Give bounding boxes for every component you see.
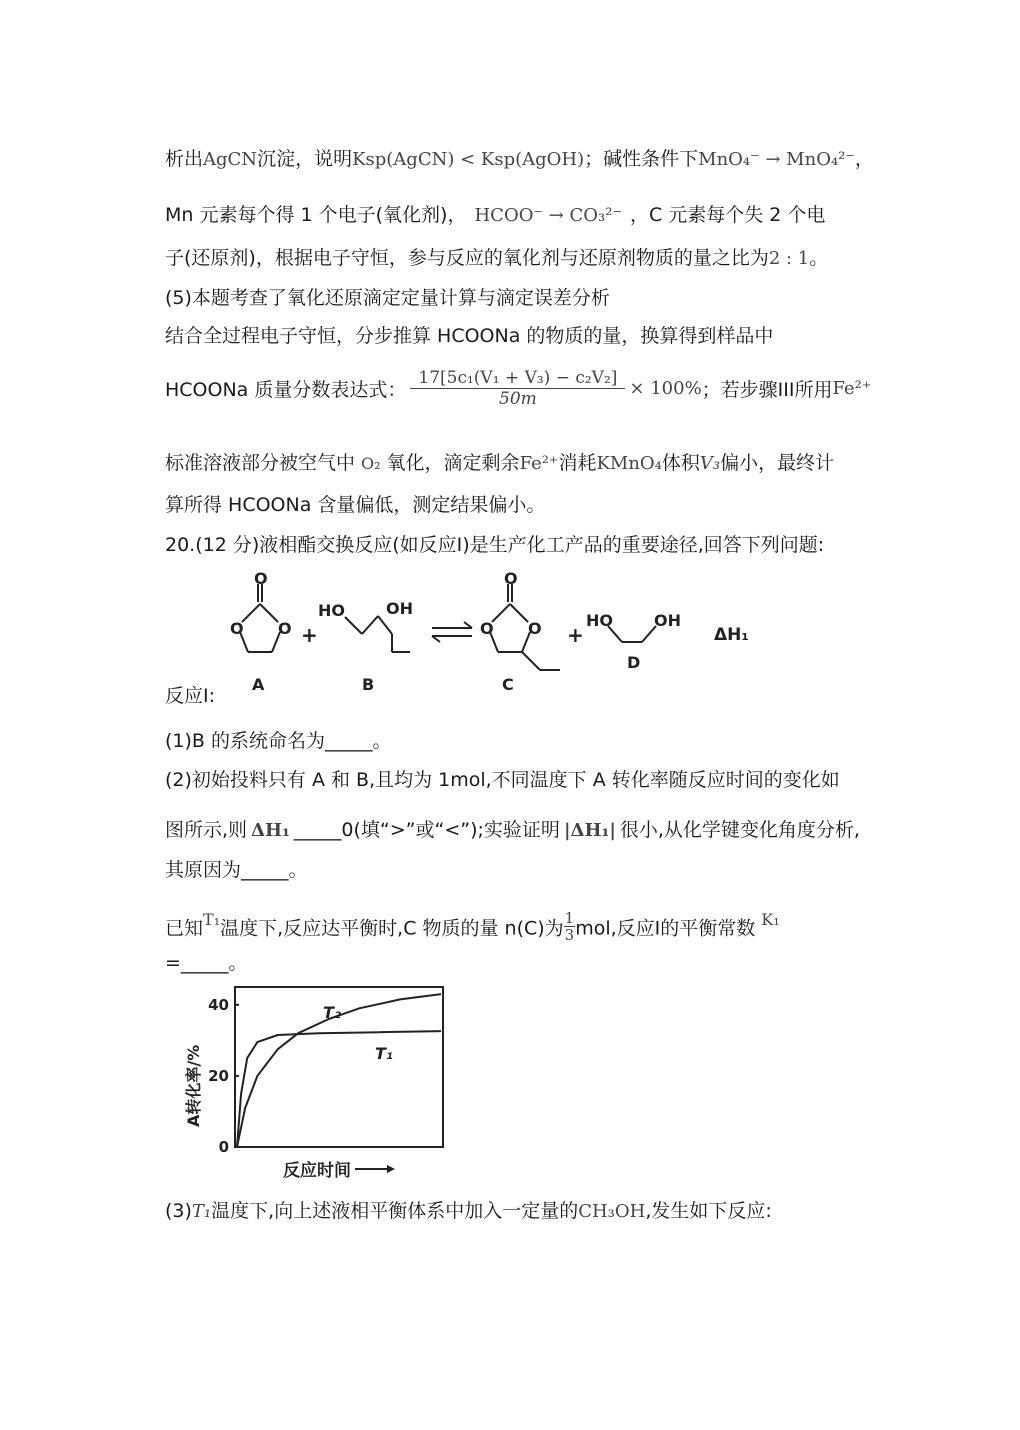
text: 沉淀，说明 xyxy=(257,148,353,170)
text: 消耗 xyxy=(558,452,597,474)
text: 标准溶液部分被空气中 xyxy=(165,452,356,474)
x-axis-arrowhead xyxy=(387,1165,395,1173)
text: ，C 元素每个失 2 个电 xyxy=(629,204,826,226)
atom-label: O xyxy=(230,619,244,638)
text: 析出 xyxy=(165,148,204,170)
mass-fraction-formula xyxy=(410,368,625,409)
text: 温度下,向上述液相平衡体系中加入一定量的 xyxy=(211,1200,579,1222)
text-line-4: (5)本题考查了氧化还原滴定定量计算与滴定误差分析 xyxy=(165,287,610,309)
text-line-1 xyxy=(165,146,874,173)
atom-label: O xyxy=(528,619,542,638)
text: 温度下,反应达平衡时,C 物质的量 n(C)为 xyxy=(220,917,564,940)
formula-delta-h1: ΔH₁ xyxy=(251,820,290,841)
text: 偏小，最终计 xyxy=(720,452,835,474)
text: ， xyxy=(854,148,874,170)
atom-label: O xyxy=(504,572,518,588)
reaction-scheme xyxy=(210,572,770,700)
text: 已知 xyxy=(165,917,204,940)
formula-ratio: 2 : 1 xyxy=(768,248,810,269)
text: ；若步骤III所用 xyxy=(701,379,833,401)
fraction-numerator: 1 xyxy=(564,909,575,928)
y-tick-label: 40 xyxy=(208,995,229,1014)
fraction-one-third xyxy=(564,910,576,943)
text: 体积 xyxy=(661,452,700,474)
atom-label: HO xyxy=(586,611,613,630)
atom-label: OH xyxy=(654,611,681,630)
formula-fe2: Fe²⁺ xyxy=(519,453,559,474)
atom-label: O xyxy=(254,572,268,588)
x-axis-label: 反应时间 xyxy=(283,1161,351,1181)
text-line-8: 算所得 HCOONa 含量偏低，测定结果偏小。 xyxy=(165,494,546,516)
text-line-6 xyxy=(165,368,871,409)
conversion-chart xyxy=(175,985,460,1185)
formula-mno4: MnO₄⁻ → MnO₄²⁻ xyxy=(698,149,855,170)
delta-h1-label: ΔH₁ xyxy=(714,625,749,645)
text: 图所示,则 xyxy=(165,819,248,841)
question-2-line-2 xyxy=(165,817,860,844)
formula-abs-delta-h1: |ΔH₁| xyxy=(563,820,616,841)
question-2-line-3: 其原因为_____。 xyxy=(165,859,308,881)
atom-label: O xyxy=(480,619,494,638)
fraction-denominator: 50m xyxy=(499,389,537,409)
text: Mn 元素每个得 1 个电子(氧化剂)， xyxy=(165,204,467,226)
text: ,发生如下反应: xyxy=(645,1200,772,1222)
text: 很小,从化学键变化角度分析, xyxy=(619,819,860,841)
atom-label: O xyxy=(278,619,292,638)
formula-percent: × 100% xyxy=(629,378,702,399)
text: 。 xyxy=(809,247,829,269)
formula-t1: T₁ xyxy=(191,1201,212,1222)
text-line-2 xyxy=(165,202,825,229)
compound-label-d: D xyxy=(627,653,641,672)
formula-kmno4: KMnO₄ xyxy=(596,453,662,474)
formula-t1: T₁ xyxy=(203,910,221,929)
reaction-label: 反应I: xyxy=(165,685,216,707)
text: HCOONa 质量分数表达式： xyxy=(165,379,407,401)
formula-v3: V₃ xyxy=(699,453,721,474)
text-line-7 xyxy=(165,450,834,477)
atom-label: OH xyxy=(386,599,413,618)
formula-ch3oh: CH₃OH xyxy=(578,1201,646,1222)
compound-label-b: B xyxy=(362,675,375,694)
text: ；碱性条件下 xyxy=(584,148,699,170)
text: 子(还原剂)，根据电子守恒，参与反应的氧化剂与还原剂物质的量之比为 xyxy=(165,247,769,269)
atom-label: HO xyxy=(318,601,345,620)
formula-hcoo: HCOO⁻ → CO₃²⁻ xyxy=(474,205,622,226)
compound-label-c: C xyxy=(502,675,514,694)
question-2-line-4 xyxy=(165,910,780,943)
question-20-title: 20.(12 分)液相酯交换反应(如反应I)是生产化工产品的重要途径,回答下列问题: xyxy=(165,534,825,556)
question-2-line-1: (2)初始投料只有 A 和 B,且均为 1mol,不同温度下 A 转化率随反应时间的变化如 xyxy=(165,769,840,791)
text-line-5: 结合全过程电子守恒，分步推算 HCOONa 的物质的量，换算得到样品中 xyxy=(165,325,774,347)
formula-agcn: AgCN xyxy=(203,149,258,170)
question-2-line-5: =_____。 xyxy=(165,952,248,974)
text: (3) xyxy=(165,1200,192,1222)
text: _____0(填“>”或“<”);实验证明 xyxy=(293,819,560,841)
fraction-denominator: 3 xyxy=(564,926,575,945)
text-line-3 xyxy=(165,245,828,272)
text: 氧化，滴定剩余 xyxy=(386,452,520,474)
formula-fe2: Fe²⁺ xyxy=(832,378,872,399)
plus-sign: + xyxy=(301,623,318,647)
y-tick-label: 20 xyxy=(208,1066,229,1085)
y-axis-label: A转化率/% xyxy=(184,1044,203,1127)
compound-label-a: A xyxy=(252,675,265,694)
question-1: (1)B 的系统命名为_____。 xyxy=(165,730,392,752)
formula-ksp: Ksp(AgCN) < Ksp(AgOH) xyxy=(352,149,585,170)
series-label-t2: T₂ xyxy=(323,1003,341,1023)
y-tick-label: 0 xyxy=(218,1138,229,1156)
text: mol,反应I的平衡常数 xyxy=(575,917,756,940)
formula-o2: O₂ xyxy=(361,454,381,473)
plus-sign: + xyxy=(567,623,584,647)
series-label-t1: T₁ xyxy=(375,1044,393,1064)
series-line-t1 xyxy=(237,1031,441,1147)
question-3-line-1 xyxy=(165,1198,772,1225)
fraction-numerator: 17[5c₁(V₁ + V₃) − c₂V₂] xyxy=(410,368,625,389)
formula-k1: K₁ xyxy=(761,910,780,929)
